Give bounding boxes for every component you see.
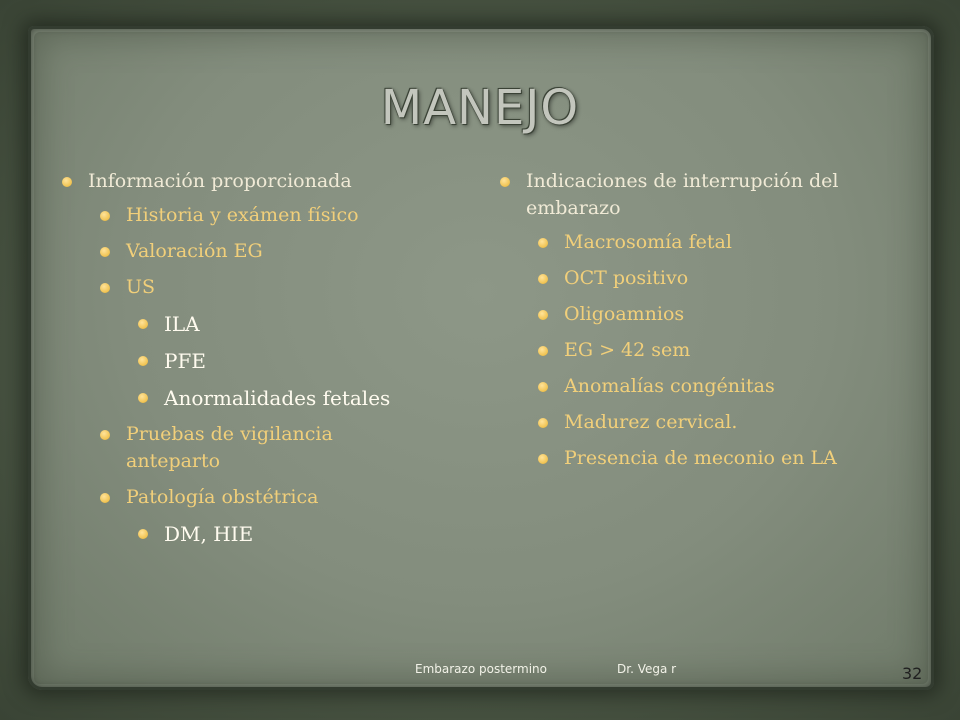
list-item-text: Presencia de meconio en LA <box>564 447 837 469</box>
list-item-text: Patología obstétrica <box>126 486 319 508</box>
list-item <box>62 238 452 265</box>
list-item-text: Indicaciones de interrupción del embarazo <box>526 170 839 219</box>
bullet-icon <box>100 493 110 503</box>
list-item-text: Historia y exámen físico <box>126 204 359 226</box>
bullet-icon <box>138 319 148 329</box>
list-item-text: DM, HIE <box>164 522 254 546</box>
list-item <box>62 520 452 548</box>
list-item <box>500 229 910 256</box>
list-item-text: OCT positivo <box>564 267 689 289</box>
bullet-icon <box>100 430 110 440</box>
footer-author: Dr. Vega r <box>617 662 677 676</box>
list-item <box>62 347 452 375</box>
list-item-text: Madurez cervical. <box>564 411 738 433</box>
bullet-icon <box>538 310 548 320</box>
list-item-text: Pruebas de vigilancia anteparto <box>126 423 333 472</box>
list-item-text: Valoración EG <box>126 240 263 262</box>
list-item <box>500 409 910 436</box>
bullet-icon <box>538 346 548 356</box>
list-item-text: ILA <box>164 312 200 336</box>
list-item <box>500 337 910 364</box>
slide-title: MANEJO <box>380 80 580 136</box>
list-item-text: US <box>126 276 156 298</box>
bullet-icon <box>138 356 148 366</box>
list-item <box>500 373 910 400</box>
bullet-icon <box>500 177 510 187</box>
list-item <box>500 301 910 328</box>
page-number: 32 <box>902 664 923 683</box>
list-item <box>62 384 452 412</box>
list-item <box>500 265 910 292</box>
bullet-icon <box>538 454 548 464</box>
bullet-icon <box>100 211 110 221</box>
list-item-text: PFE <box>164 349 206 373</box>
bullet-icon <box>538 382 548 392</box>
bullet-icon <box>138 529 148 539</box>
list-item-text: Anormalidades fetales <box>164 386 391 410</box>
footer-title: Embarazo postermino <box>415 662 547 676</box>
list-item <box>62 484 452 511</box>
list-item-text: Anomalías congénitas <box>564 375 775 397</box>
bullet-icon <box>138 393 148 403</box>
right-bullet-list <box>500 168 910 472</box>
list-item <box>500 445 910 472</box>
left-column <box>62 168 452 557</box>
list-item-text: Información proporcionada <box>88 170 352 192</box>
list-item <box>62 168 452 195</box>
bullet-icon <box>538 238 548 248</box>
list-item <box>62 310 452 338</box>
list-item-text: Oligoamnios <box>564 303 685 325</box>
bullet-icon <box>62 177 72 187</box>
list-item <box>62 202 452 229</box>
bullet-icon <box>100 247 110 257</box>
list-item <box>62 274 452 301</box>
list-item <box>62 421 396 475</box>
bullet-icon <box>100 283 110 293</box>
right-column <box>500 168 910 481</box>
list-item-text: EG > 42 sem <box>564 339 691 361</box>
bullet-icon <box>538 418 548 428</box>
left-bullet-list <box>62 168 452 548</box>
list-item <box>500 168 916 222</box>
list-item-text: Macrosomía fetal <box>564 231 732 253</box>
bullet-icon <box>538 274 548 284</box>
